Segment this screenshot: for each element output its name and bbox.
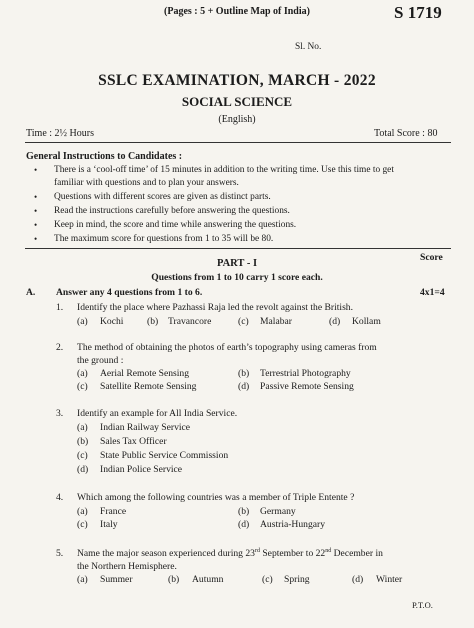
option-label: (b) [147, 316, 159, 327]
ordinal-suffix: nd [325, 548, 332, 554]
please-turn-over: P.T.O. [412, 600, 433, 610]
question-text: Identify an example for All India Service. [77, 408, 238, 419]
question-text-part: Name the major season experienced during 23 [77, 548, 255, 559]
option-text: Aerial Remote Sensing [100, 368, 189, 379]
option-label: (d) [238, 381, 250, 392]
option-label: (a) [77, 368, 88, 379]
option-text: Sales Tax Officer [100, 436, 167, 447]
bullet-icon: • [34, 192, 38, 202]
question-text: Which among the following countries was a member of Triple Entente ? [77, 492, 355, 503]
paper-code: S 1719 [394, 3, 442, 22]
option-label: (c) [262, 574, 273, 585]
question-text: The method of obtaining the photos of earth’s topography using cameras from [77, 342, 377, 353]
option-text: Terrestrial Photography [260, 368, 351, 379]
option-label: (c) [77, 450, 88, 461]
instruction-line: familiar with questions and to plan your answers. [54, 178, 239, 188]
option-text: Kollam [352, 316, 381, 327]
option-text: Travancore [168, 316, 212, 327]
instruction-line: Questions with different scores are given as distinct parts. [54, 192, 271, 202]
option-label: (c) [238, 316, 249, 327]
option-text: Italy [100, 519, 118, 530]
option-label: (a) [77, 506, 88, 517]
question-text: the ground : [77, 355, 124, 366]
instruction-line: The maximum score for questions from 1 to 35 will be 80. [54, 234, 274, 244]
option-text: Indian Police Service [100, 464, 183, 475]
option-text: Malabar [260, 316, 292, 327]
section-score: 4x1=4 [420, 287, 445, 298]
option-label: (b) [238, 368, 250, 379]
option-label: (a) [77, 422, 88, 433]
option-text: Spring [284, 574, 310, 585]
score-column-label: Score [420, 252, 443, 263]
option-text: Winter [376, 574, 403, 585]
question-number: 2. [56, 342, 64, 353]
question-number: 4. [56, 492, 64, 503]
option-label: (d) [77, 464, 89, 475]
subject-title: SOCIAL SCIENCE [181, 94, 293, 109]
instruction-line: Read the instructions carefully before answering the questions. [54, 206, 290, 216]
question-number: 5. [56, 548, 64, 559]
instruction-line: There is a ‘cool-off time’ of 15 minutes in addition to the writing time. Use this time to get [54, 165, 394, 175]
question-text: the Northern Hemisphere. [77, 561, 177, 572]
option-label: (b) [168, 574, 180, 585]
bullet-icon: • [34, 165, 38, 175]
option-label: (b) [238, 506, 250, 517]
part-title: PART - I [216, 258, 258, 269]
pages-note: (Pages : 5 + Outline Map of India) [164, 6, 310, 17]
bullet-icon: • [34, 220, 38, 230]
option-text: Passive Remote Sensing [260, 381, 354, 392]
option-label: (b) [77, 436, 89, 447]
instruction-line: Keep in mind, the score and time while answering the questions. [54, 220, 297, 230]
instructions-divider [25, 248, 451, 249]
medium-label: (English) [218, 114, 256, 125]
exam-title: SSLC EXAMINATION, MARCH - 2022 [98, 72, 376, 89]
option-label: (a) [77, 574, 88, 585]
bullet-icon: • [34, 206, 38, 216]
option-text: Kochi [100, 316, 124, 327]
option-label: (c) [77, 381, 88, 392]
question-text-part: September to 22 [259, 548, 326, 559]
total-score-label: Total Score : 80 [374, 128, 438, 139]
time-label: Time : 2½ Hours [26, 128, 94, 139]
option-text: Austria-Hungary [260, 519, 326, 530]
option-text: Autumn [192, 574, 224, 585]
section-letter: A. [26, 287, 36, 298]
question-number: 3. [56, 408, 64, 419]
option-text: France [100, 506, 127, 517]
option-label: (c) [77, 519, 88, 530]
ordinal-suffix: rd [254, 548, 260, 554]
option-text: Satellite Remote Sensing [100, 381, 197, 392]
part-subtitle: Questions from 1 to 10 carry 1 score each. [151, 272, 323, 283]
section-instruction: Answer any 4 questions from 1 to 6. [56, 287, 203, 298]
option-label: (d) [352, 574, 364, 585]
option-label: (a) [77, 316, 88, 327]
option-text: Indian Railway Service [100, 422, 191, 433]
option-text: State Public Service Commission [100, 450, 229, 461]
question-text: Identify the place where Pazhassi Raja led the revolt against the British. [77, 302, 353, 313]
option-text: Germany [260, 506, 296, 517]
question-number: 1. [56, 302, 64, 313]
serial-number-label: Sl. No. [295, 42, 322, 52]
top-divider [25, 142, 451, 143]
question-text [77, 548, 383, 559]
option-label: (d) [329, 316, 341, 327]
instructions-heading: General Instructions to Candidates : [26, 151, 183, 162]
option-label: (d) [238, 519, 250, 530]
question-text-part: December in [331, 548, 383, 559]
bullet-icon: • [34, 234, 38, 244]
option-text: Summer [100, 574, 133, 585]
